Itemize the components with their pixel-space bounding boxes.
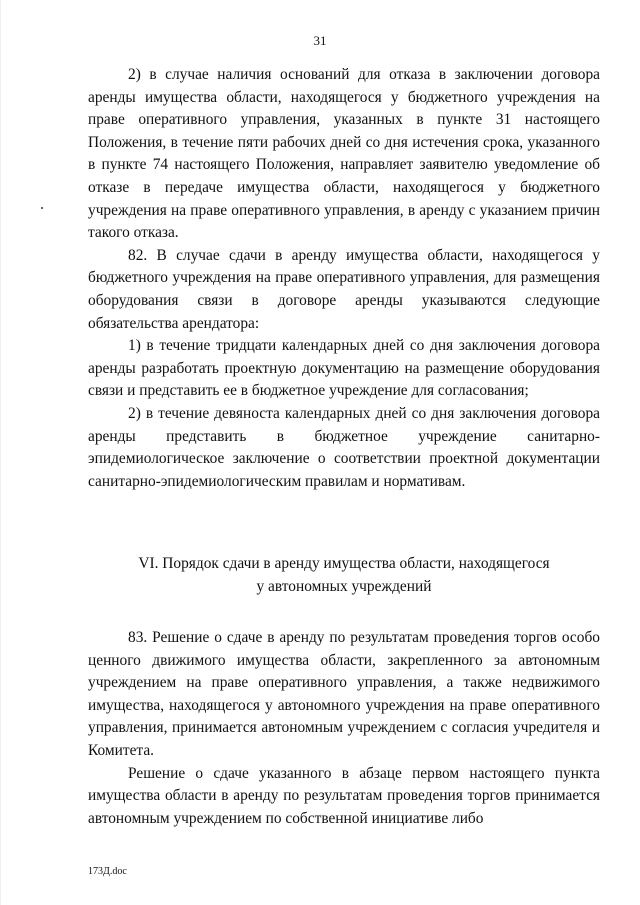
paragraph-item-83-second: Решение о сдаче указанного в абзаце первом настоящего пункта имущества области в аренду по результатам проведения торгов принимается автономным учреждением по собственной инициативе либо — [88, 764, 600, 827]
page-left-edge — [0, 0, 1, 905]
paragraph-item-83: 83. Решение о сдаче в аренду по результатам проведения торгов особо ценного движимого имущества области, закрепленного за автономным учреждением на праве оперативного управления, а также недвижимого имущества, находящегося у автономного учреждения на праве оперативного управления, принимается автономным учреждением с согласия учредителя и Комитета. — [88, 629, 600, 759]
paragraph-subitem-2-refusal: 2) в случае наличия оснований для отказа в заключении договора аренды имущества области, находящегося у бюджетного учреждения на праве оперативного управления, указанных в пункте 31 настоящего Положения, в течение пяти рабочих дней со дня истечения срока, указанного в пункте 74 настоящего Положения, направляет заявителю уведомление об отказе в передаче имущества области, находящегося у бюджетного учреждения на праве оперативного управления, в аренду с указанием причин такого отказа. — [88, 66, 600, 242]
paragraph-item-82-subitem-2: 2) в течение девяноста календарных дней со дня заключения договора аренды представить в бюджетное учреждение санитарно-эпидемиологическое заключение о соответствии проектной документации санитарно-эпидемиологическим правилам и нормативам. — [88, 404, 600, 490]
footer-filename: 173Д.doc — [88, 866, 127, 877]
document-body-bottom — [88, 627, 600, 830]
section-heading — [88, 552, 600, 598]
paragraph-item-82: 82. В случае сдачи в аренду имущества области, находящегося у бюджетного учреждения на праве оперативного управления, для размещения оборудования связи в договоре аренды указываются следующие обязательства арендатора: — [88, 246, 600, 332]
section-heading-line-2: у автономных учреждений — [256, 578, 432, 595]
page-number: 31 — [313, 33, 327, 48]
document-body-top — [88, 64, 600, 493]
section-heading-line-1: VI. Порядок сдачи в аренду имущества области, находящегося — [138, 555, 550, 572]
paragraph-item-82-subitem-1: 1) в течение тридцати календарных дней со дня заключения договора аренды разработать проектную документацию на размещение оборудования связи и представить ее в бюджетное учреждение для согласования; — [88, 337, 600, 400]
scan-speck — [41, 207, 43, 209]
